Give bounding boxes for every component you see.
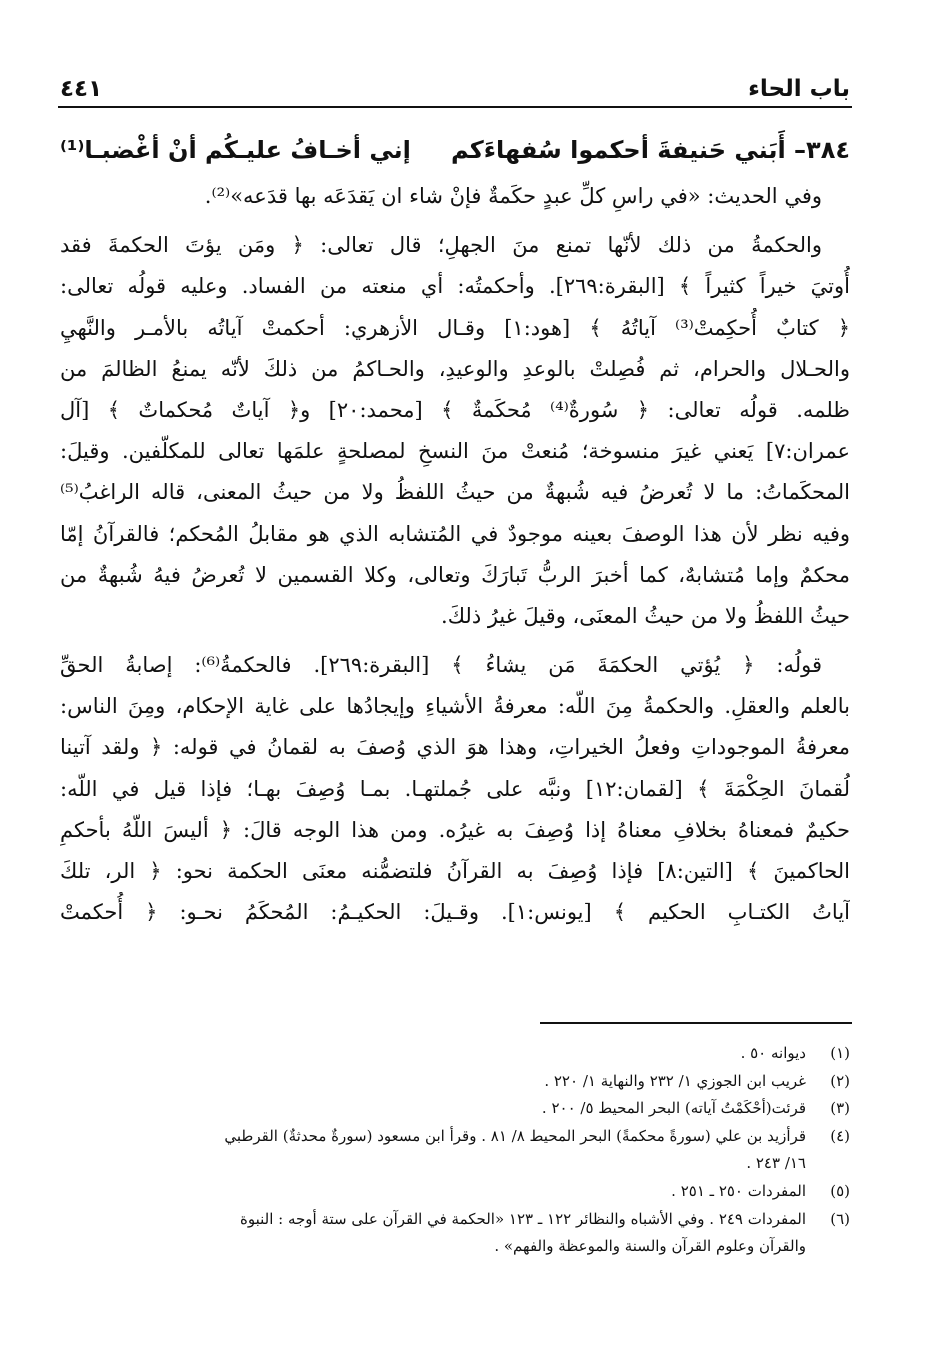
footnote-number: (٥)	[830, 1181, 850, 1200]
footnote-text: ديوانه ٥٠ .	[740, 1044, 806, 1062]
footnote-text: المفردات ٢٤٩ . وفي الأشباه والنظائر ١٢٢ ـ ١٢٣ «الحكمة في القرآن على ستة أوجه : النبوة	[239, 1209, 806, 1228]
footnote-divider	[540, 1022, 852, 1024]
footnote-item	[60, 1178, 850, 1206]
footnote-item	[60, 1123, 850, 1151]
chapter-title: باب الحاء	[748, 76, 850, 102]
text-line: آياتُ الكتـابِ الحكيم ﴾ [يونس:١]. وقـيلَ: الحكيـمُ: المُحكَمُ نحـو: ﴿ أُحكمتْ	[60, 900, 850, 925]
text-line: ﴿ كتابٌ أُحكِمتْ⁽³⁾ آياتُهُ ﴾ [هود:١] وقـال الأزهري: أحكمتْ آياتُه بالأمـر والنَّهيِ	[60, 315, 850, 340]
footnote-item	[60, 1095, 850, 1123]
text-line: والحكمةُ من ذلك لأنّها تمنع منَ الجهلِ؛ قال تعالى: ﴿ ومَن يؤتَ الحكمةَ فقد	[60, 233, 822, 258]
text-line: عمران:٧] يَعني غيرَ منسوخة؛ مُنعتْ منَ النسخِ لمصلحةٍ علمَها تعالى للمكلّفين. وقيلَ:	[60, 439, 850, 464]
footnote-number: (١)	[830, 1044, 850, 1062]
footnote-item	[60, 1040, 850, 1068]
footnote-number	[806, 1233, 850, 1261]
header-divider	[58, 106, 852, 108]
text-line: والحـلال والحرام، ثم فُصِلتْ بالوعدِ والوعيدِ، والحـاكمُ من ذلكَ لأنّه يمنعُ الظالمَ من	[60, 356, 850, 381]
footnote-item	[60, 1206, 850, 1234]
poetry-verse	[60, 128, 850, 172]
footnote-text: غريب ابن الجوزي ١/ ٢٣٢ والنهاية ١/ ٢٢٠ .	[544, 1071, 806, 1090]
text-line: الحاكمينَ ﴾ [التين:٨] فإذا وُصِفَ به القرآنُ فلتضمُّنه معنَى الحكمة نحو: ﴿ الر، تلكَ	[60, 859, 850, 883]
text-line: لُقمانَ الحِكْمَةَ ﴾ [لقمان:١٢] ونبَّه على جُملتهـا. بمـا وُصِفَ بهـا؛ فإذا قيل في اللّه:	[60, 776, 850, 801]
footnote-text: قرئت(أحْكَمْتُ آياته) البحر المحيط ٥/ ٢٠٠ .	[541, 1099, 806, 1118]
footnote-text: ١٦/ ٢٤٣ .	[746, 1154, 806, 1173]
footnote-item	[60, 1150, 850, 1178]
footnote-number: (٣)	[830, 1099, 850, 1118]
page-number: ٤٤١	[60, 76, 103, 102]
main-text	[60, 176, 850, 933]
footnote-number: (٤)	[830, 1126, 850, 1145]
text-line: بالعلم والعقلِ. والحكمةُ مِنَ اللّه: معرفةُ الأشياءِ وإيجادُها على غاية الإحكام، ومِنَ الناس:	[60, 694, 850, 719]
footnote-number: (٢)	[830, 1071, 850, 1090]
text-line: قولُه: ﴿ يُؤتي الحكمَةَ مَن يشاءُ ﴾ [البقرة:٢٦٩]. فالحكمةُ⁽⁶⁾: إصابةُ الحقِّ	[60, 653, 822, 678]
footnote-number: (٦)	[830, 1209, 850, 1228]
text-line: حكيمٌ فمعناهُ بخلافِ معناهُ إذا وُصِفَ به غيرُه. ومن هذا الوجه قالَ: ﴿ أليسَ اللّهُ بأحكمِ	[60, 817, 850, 842]
footnote-item	[60, 1068, 850, 1096]
footnote-number	[806, 1150, 850, 1178]
verse-first-hemistich: ٣٨٤– أَبَني حَنيفةَ أحكموا سُفهاءَكم	[450, 136, 850, 164]
verse-second-hemistich: إني أخـافُ عليـكُم أنْ أغْضبـا⁽¹⁾	[60, 136, 411, 164]
text-line: حيثُ اللفظُ ولا من حيثُ المعنَى، وقيلَ غيرُ ذلكَ.	[441, 603, 850, 628]
text-line: معرفةُ الموجوداتِ وفعلُ الخيراتِ، وهذا هوَ الذي وُصفَ به لقمانُ في قوله: ﴿ ولقد آتينا	[60, 735, 850, 760]
footnote-text: والقرآن وعلوم القرآن والسنة والموعظة والفهم» .	[494, 1237, 806, 1256]
text-line: ظلمه. قولُه تعالى: ﴿ سُورةٌ⁽⁴⁾ مُحكَمةٌ ﴾ [محمد:٢٠] و﴿ آياتٌ مُحكماتٌ ﴾ [آل	[60, 397, 850, 422]
page-header	[60, 60, 850, 102]
text-line: وفيه نظر لأن هذا الوصفَ بعينه موجودٌ في المُتشابه الذي هو مقابلُ المُحكم؛ فالقرآنُ إمّا	[60, 521, 850, 546]
footnotes	[60, 1040, 850, 1261]
footnote-item	[60, 1233, 850, 1261]
text-line: المحكَماتُ: ما لا تُعرضُ فيه شُبهةٌ من حيثُ اللفظُ ولا من حيثُ المعنى، قاله الراغبُ⁽⁵⁾	[60, 480, 850, 505]
text-line: محكمٌ وإما مُتشابهٌ، كما أخبرَ الربُّ تَبارَكَ وتعالى، وكلا القسمين لا تُعرضُ فيهُ شُبهةٌ من	[60, 562, 850, 587]
text-line: أُوتيَ خيراً كثيراً ﴾ [البقرة:٢٦٩]. وأحكمتُه: أي منعته من الفساد. وعليه قولُه تعالى:	[60, 274, 850, 299]
text-line: وفي الحديث: «في راسِ كلِّ عبدٍ حكَمةٌ فإنْ شاء ان يَقدَعَه بها قدَعه»⁽²⁾.	[204, 184, 822, 208]
footnote-text: المفردات ٢٥٠ ـ ٢٥١ .	[671, 1181, 806, 1200]
footnote-text: قرأزيد بن علي (سورةً محكمةً) البحر المحيط ٨/ ٨١ . وقرأ ابن مسعود (سورةٌ محدثةٌ) القرطبي	[224, 1126, 806, 1145]
